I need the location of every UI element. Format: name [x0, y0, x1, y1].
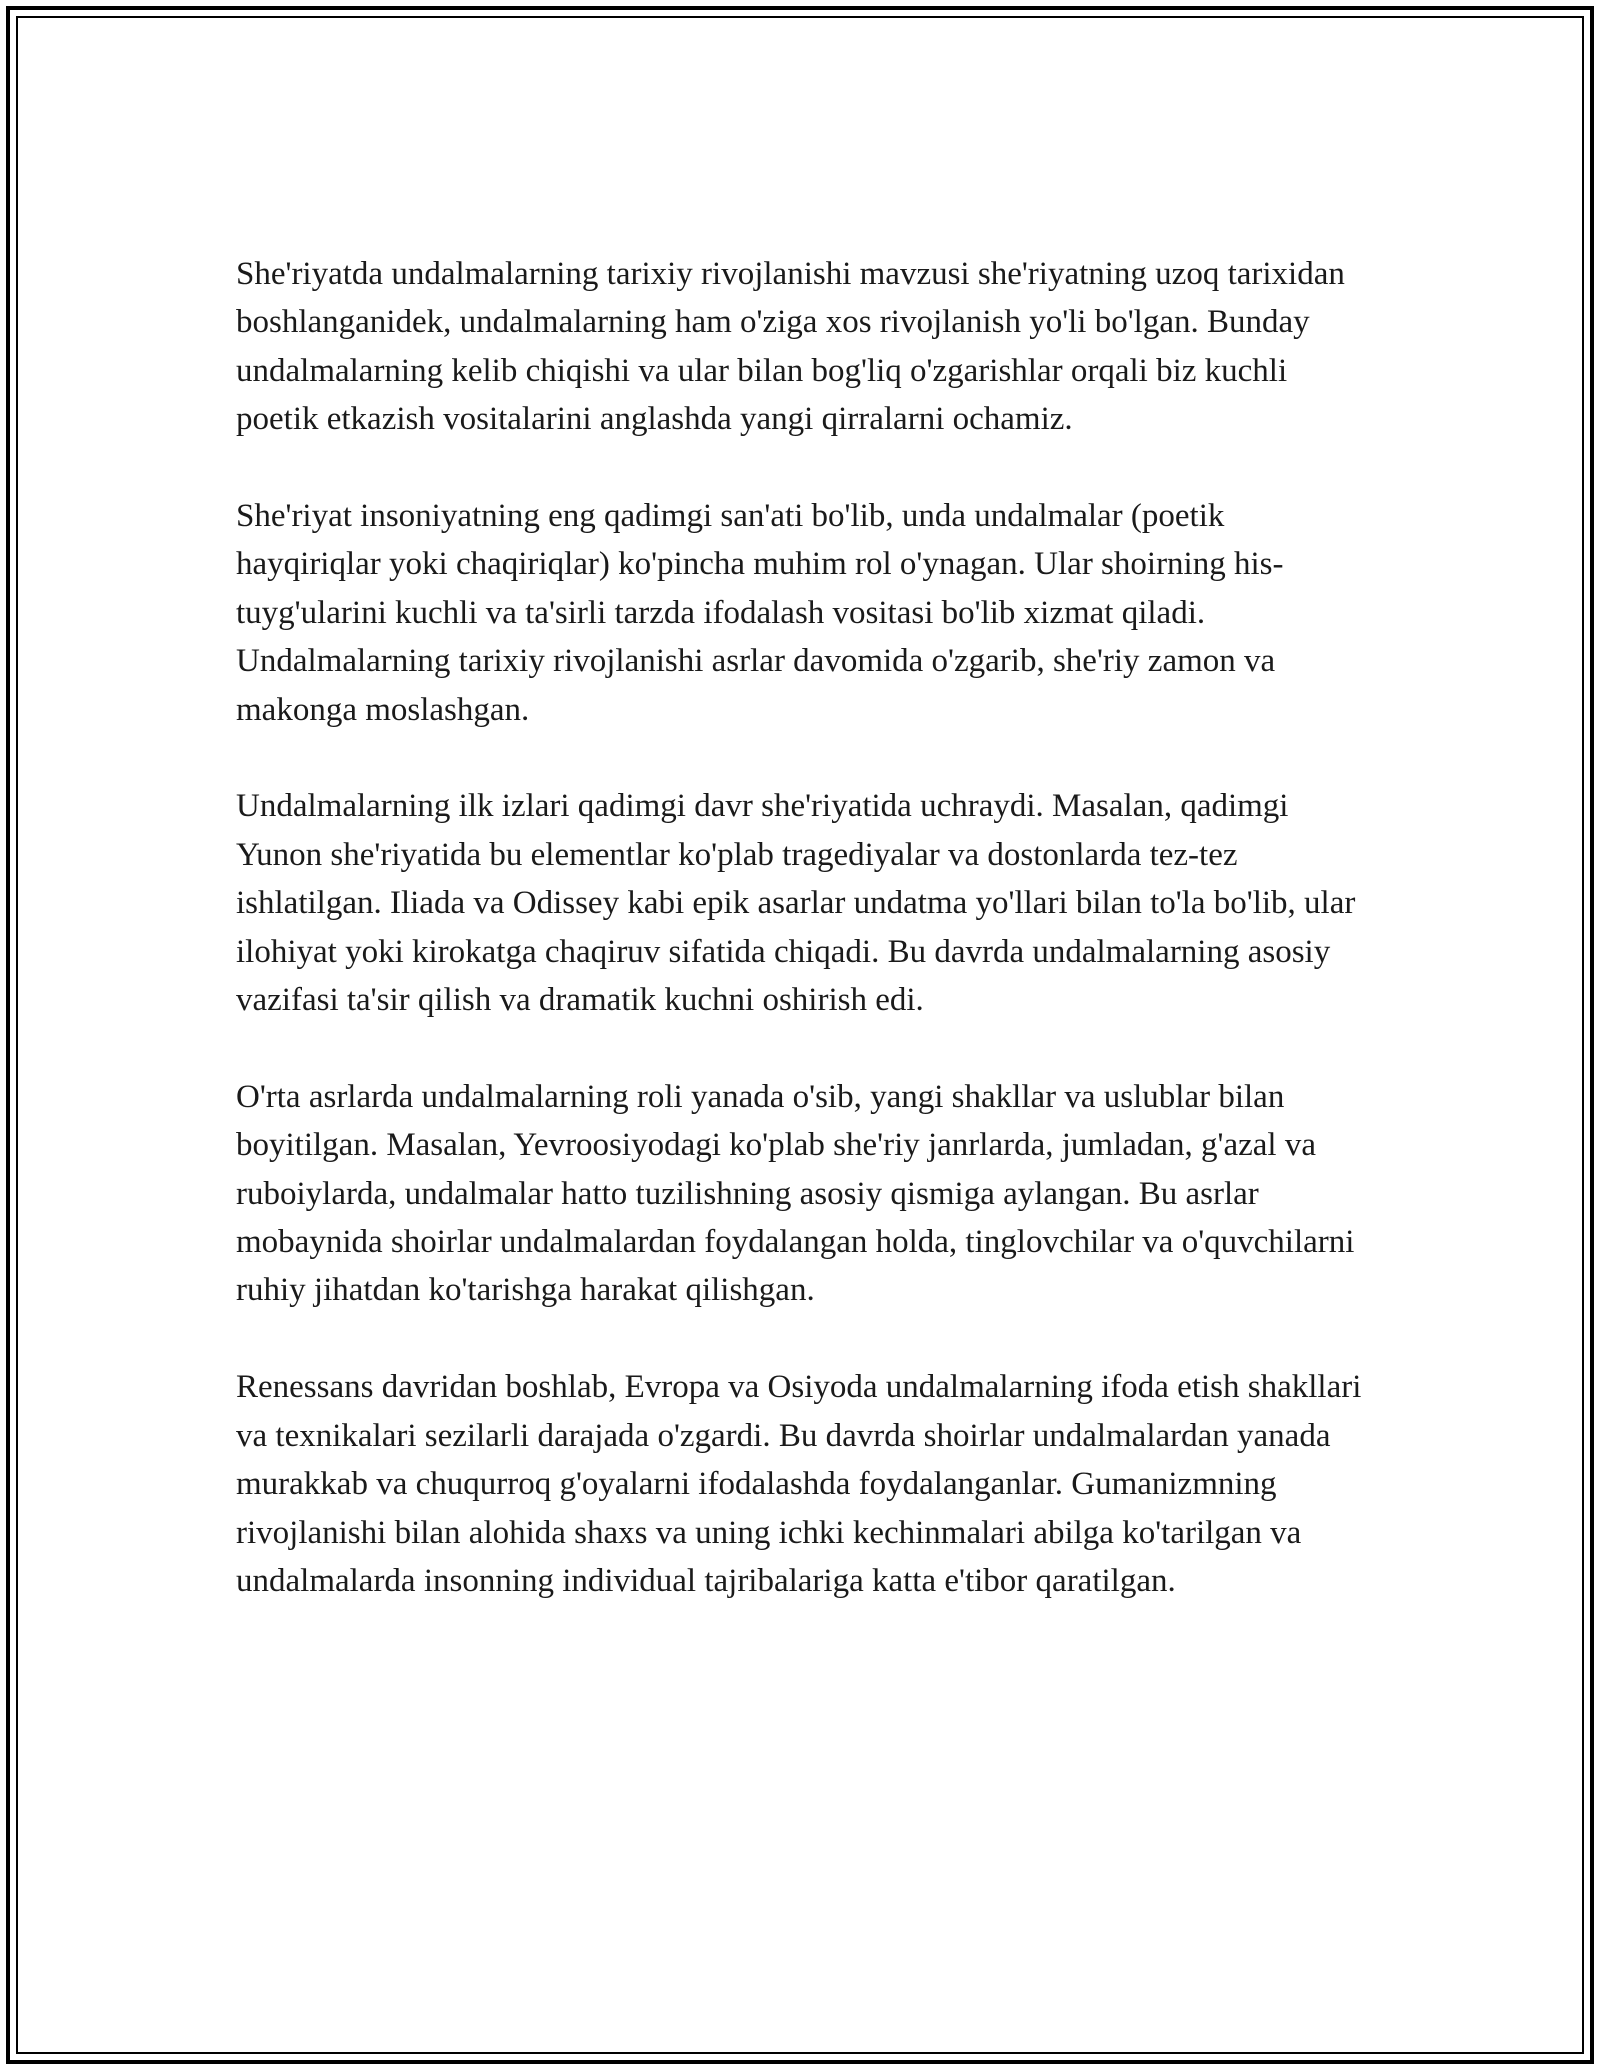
paragraph-3: Undalmalarning ilk izlari qadimgi davr she'riyatida uchraydi. Masalan, qadimgi Yunon she'riyatida bu elementlar ko'plab tragediyalar va dostonlarda tez-tez ishlatilgan. Iliada va Odissey kabi epik asarlar undatma yo'llari bilan to'la bo'lib, ular ilohiyat yoki kirokatga chaqiruv sifatida chiqadi. Bu davrda undalmalarning asosiy vazifasi ta'sir qilish va dramatik kuchni oshirish edi.: [236, 788, 1356, 1019]
paragraph-4: O'rta asrlarda undalmalarning roli yanada o'sib, yangi shakllar va uslublar bilan boyitilgan. Masalan, Yevroosiyodagi ko'plab she'riy janrlarda, jumladan, g'azal va ruboiylarda, undalmalar hatto tuzilishning asosiy qismiga aylangan. Bu asrlar mobaynida shoirlar undalmalardan foydalangan holda, tinglovchilar va o'quvchilarni ruhiy jihatdan ko'tarishga harakat qilishgan.: [236, 1078, 1355, 1309]
paragraph-2: She'riyat insoniyatning eng qadimgi san'ati bo'lib, unda undalmalar (poetik hayqiriqlar yoki chaqiriqlar) ko'pincha muhim rol o'ynagan. Ular shoirning his-tuyg'ularini kuchli va ta'sirli tarzda ifodalash vositasi bo'lib xizmat qiladi. Undalmalarning tarixiy rivojlanishi asrlar davomida o'zgarib, she'riy zamon va makonga moslashgan.: [236, 498, 1284, 728]
paragraph-1: She'riyatda undalmalarning tarixiy rivojlanishi mavzusi she'riyatning uzoq tarixidan boshlanganidek, undalmalarning ham o'ziga xos rivojlanish yo'li bo'lgan. Bunday undalmalarning kelib chiqishi va ular bilan bog'liq o'zgarishlar orqali biz kuchli poetik etkazish vositalarini anglashda yangi qirralarni ochamiz.: [236, 256, 1345, 438]
paragraph-5: Renessans davridan boshlab, Evropa va Osiyoda undalmalarning ifoda etish shakllari va texnikalari sezilarli darajada o'zgardi. Bu davrda shoirlar undalmalardan yanada murakkab va chuqurroq g'oyalarni ifodalashda foydalanganlar. Gumanizmning rivojlanishi bilan alohida shaxs va uning ichki kechinmalari abilga ko'tarilgan va undalmalarda insonning individual tajribalariga katta e'tibor qaratilgan.: [236, 1369, 1362, 1599]
document-body: [236, 250, 1376, 1654]
